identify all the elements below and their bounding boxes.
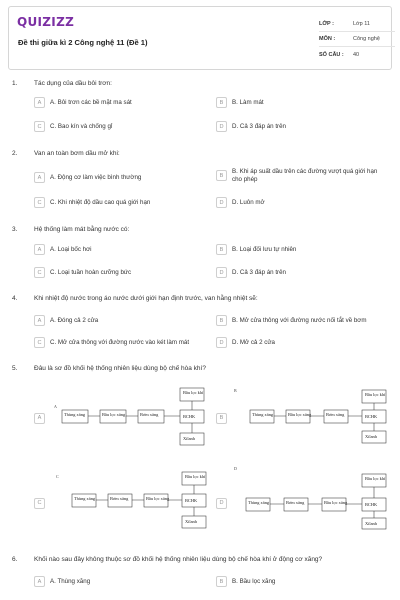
option-text: C. Loại tuần hoàn cưỡng bức [50, 268, 132, 276]
option-letter: A [34, 315, 45, 326]
option-d[interactable] [216, 478, 232, 528]
option-text: D. Cả 3 đáp án trên [232, 122, 287, 130]
fuel-filter-label: Bầu lọc xăng [288, 412, 312, 417]
option-letter: B [216, 413, 227, 424]
option-text: B. Bầu lọc xăng [232, 577, 276, 585]
meta-row-count [319, 47, 395, 62]
question-number: 5. [12, 365, 18, 372]
diagram-tag: C [56, 474, 59, 479]
option-a[interactable] [34, 244, 92, 255]
option-b[interactable] [216, 393, 232, 443]
option-letter: B [216, 97, 227, 108]
option-letter: A [34, 244, 45, 255]
option-letter: B [216, 170, 227, 181]
option-letter: C [34, 197, 45, 208]
option-text: B. Mở cửa thông với đường nước nối tắt về bơm [232, 316, 367, 324]
tank-label: Thùng xăng [64, 412, 86, 417]
quizizz-logo: QUIZIZZ [17, 15, 75, 29]
pump-label: Bơm xăng [110, 496, 129, 501]
option-letter: B [216, 315, 227, 326]
block-diagram-d [232, 464, 400, 526]
question-number: 3. [12, 226, 18, 233]
meta-label: MÔN : [319, 36, 336, 42]
option-letter: B [216, 244, 227, 255]
question-number: 4. [12, 295, 18, 302]
block-diagram-b [232, 386, 400, 448]
tank-label: Thùng xăng [74, 496, 96, 501]
option-c[interactable] [34, 197, 150, 208]
option-b[interactable] [216, 168, 388, 184]
option-letter: D [216, 498, 227, 509]
meta-label: SỐ CÂU : [319, 51, 344, 58]
option-b[interactable] [216, 576, 275, 587]
question-number: 6. [12, 556, 18, 563]
option-letter: D [216, 337, 227, 348]
tank-label: Thùng xăng [252, 412, 274, 417]
pump-label: Bơm xăng [140, 412, 159, 417]
option-text: A. Loại bốc hơi [50, 245, 92, 253]
carburetor-label: BCHK [365, 502, 378, 507]
block-diagram-c [52, 470, 227, 532]
air-filter-label: Bầu lọc khí [185, 474, 206, 479]
option-letter: A [34, 413, 45, 424]
option-d[interactable] [216, 197, 265, 208]
question-text: Van an toàn bơm dầu mở khi: [34, 150, 120, 157]
meta-value: Lớp 11 [353, 21, 370, 27]
option-letter: C [34, 121, 45, 132]
carburetor-label: BCHK [365, 414, 378, 419]
option-text: D. Luôn mở [232, 198, 265, 206]
meta-value: Công nghệ [353, 36, 380, 42]
option-letter: C [34, 498, 45, 509]
block-diagram-a [52, 386, 227, 448]
option-letter: A [34, 97, 45, 108]
fuel-filter-label: Bầu lọc xăng [146, 496, 170, 501]
option-text: D. Mở cả 2 cửa [232, 338, 275, 346]
option-letter: A [34, 172, 45, 183]
option-letter: D [216, 121, 227, 132]
option-d[interactable] [216, 267, 286, 278]
fuel-filter-label: Bầu lọc xăng [102, 412, 126, 417]
option-text: C. Mở cửa thông với đường nước vào két làm mát [50, 338, 190, 346]
air-filter-label: Bầu lọc khí [365, 476, 386, 481]
option-text: D. Cả 3 đáp án trên [232, 268, 287, 276]
cylinder-label: Xilanh [183, 436, 195, 441]
option-a[interactable] [34, 315, 98, 326]
option-letter: C [34, 267, 45, 278]
cylinder-label: Xilanh [365, 434, 377, 439]
option-text: C. Khi nhiệt độ dầu cao quá giới hạn [50, 198, 151, 206]
option-text: B. Làm mát [232, 98, 264, 106]
option-c[interactable] [34, 478, 50, 528]
pump-label: Bơm xăng [286, 500, 305, 505]
option-a[interactable] [34, 576, 90, 587]
cylinder-label: Xilanh [365, 521, 377, 526]
option-b[interactable] [216, 97, 264, 108]
option-a[interactable] [34, 393, 50, 443]
question-text: Tác dụng của dầu bôi trơn: [34, 80, 112, 87]
option-letter: A [34, 576, 45, 587]
diagram-tag: A [54, 404, 57, 409]
option-text: A. Đóng cả 2 cửa [50, 316, 99, 324]
question-number: 1. [12, 80, 18, 87]
page-title: Đề thi giữa kì 2 Công nghệ 11 (Đề 1) [18, 38, 148, 47]
option-letter: D [216, 267, 227, 278]
meta-label: LỚP : [319, 21, 334, 27]
option-letter: C [34, 337, 45, 348]
carburetor-label: BCHK [183, 414, 196, 419]
option-d[interactable] [216, 121, 286, 132]
option-text: B. Khi áp suất dầu trên các đường vượt quá giới hạn cho phép [232, 168, 378, 183]
tank-label: Thùng xăng [248, 500, 270, 505]
option-letter: D [216, 197, 227, 208]
option-c[interactable] [34, 267, 131, 278]
option-text: A. Bôi trơn các bề mặt ma sát [50, 98, 132, 106]
worksheet-header [8, 6, 392, 70]
air-filter-label: Bầu lọc khí [365, 392, 386, 397]
option-text: B. Loại đối lưu tự nhiên [232, 245, 297, 253]
meta-value: 40 [353, 51, 360, 58]
meta-row-class [319, 17, 395, 32]
option-a[interactable] [34, 97, 132, 108]
option-c[interactable] [34, 337, 189, 348]
option-text: C. Bao kín và chống gỉ [50, 122, 113, 130]
question-text: Khi nhiệt độ nước trong áo nước dưới giới hạn định trước, van hằng nhiệt sẽ: [34, 295, 258, 302]
option-letter: B [216, 576, 227, 587]
meta-row-subject [319, 32, 395, 47]
option-text: A. Động cơ làm việc bình thường [50, 173, 142, 181]
option-c[interactable] [34, 121, 112, 132]
air-filter-label: Bầu lọc khí [183, 390, 204, 395]
option-text: A. Thùng xăng [50, 577, 91, 585]
question-text: Hệ thống làm mát bằng nước có: [34, 226, 130, 233]
option-b[interactable] [216, 315, 367, 326]
option-a[interactable] [34, 172, 141, 183]
cylinder-label: Xilanh [185, 519, 197, 524]
option-d[interactable] [216, 337, 275, 348]
fuel-filter-label: Bầu lọc xăng [324, 500, 348, 505]
diagram-tag: B [234, 388, 237, 393]
pump-label: Bơm xăng [326, 412, 345, 417]
question-number: 2. [12, 150, 18, 157]
diagram-tag: D [234, 466, 237, 471]
meta-table [319, 17, 395, 62]
question-text: Khối nào sau đây không thuộc sơ đồ khối hệ thống nhiên liệu dùng bộ chế hòa khí ở động cơ xăng? [34, 556, 323, 563]
question-text: Đâu là sơ đồ khối hệ thống nhiên liệu dùng bộ chế hòa khí? [34, 365, 206, 372]
option-b[interactable] [216, 244, 296, 255]
carburetor-label: BCHK [185, 498, 198, 503]
